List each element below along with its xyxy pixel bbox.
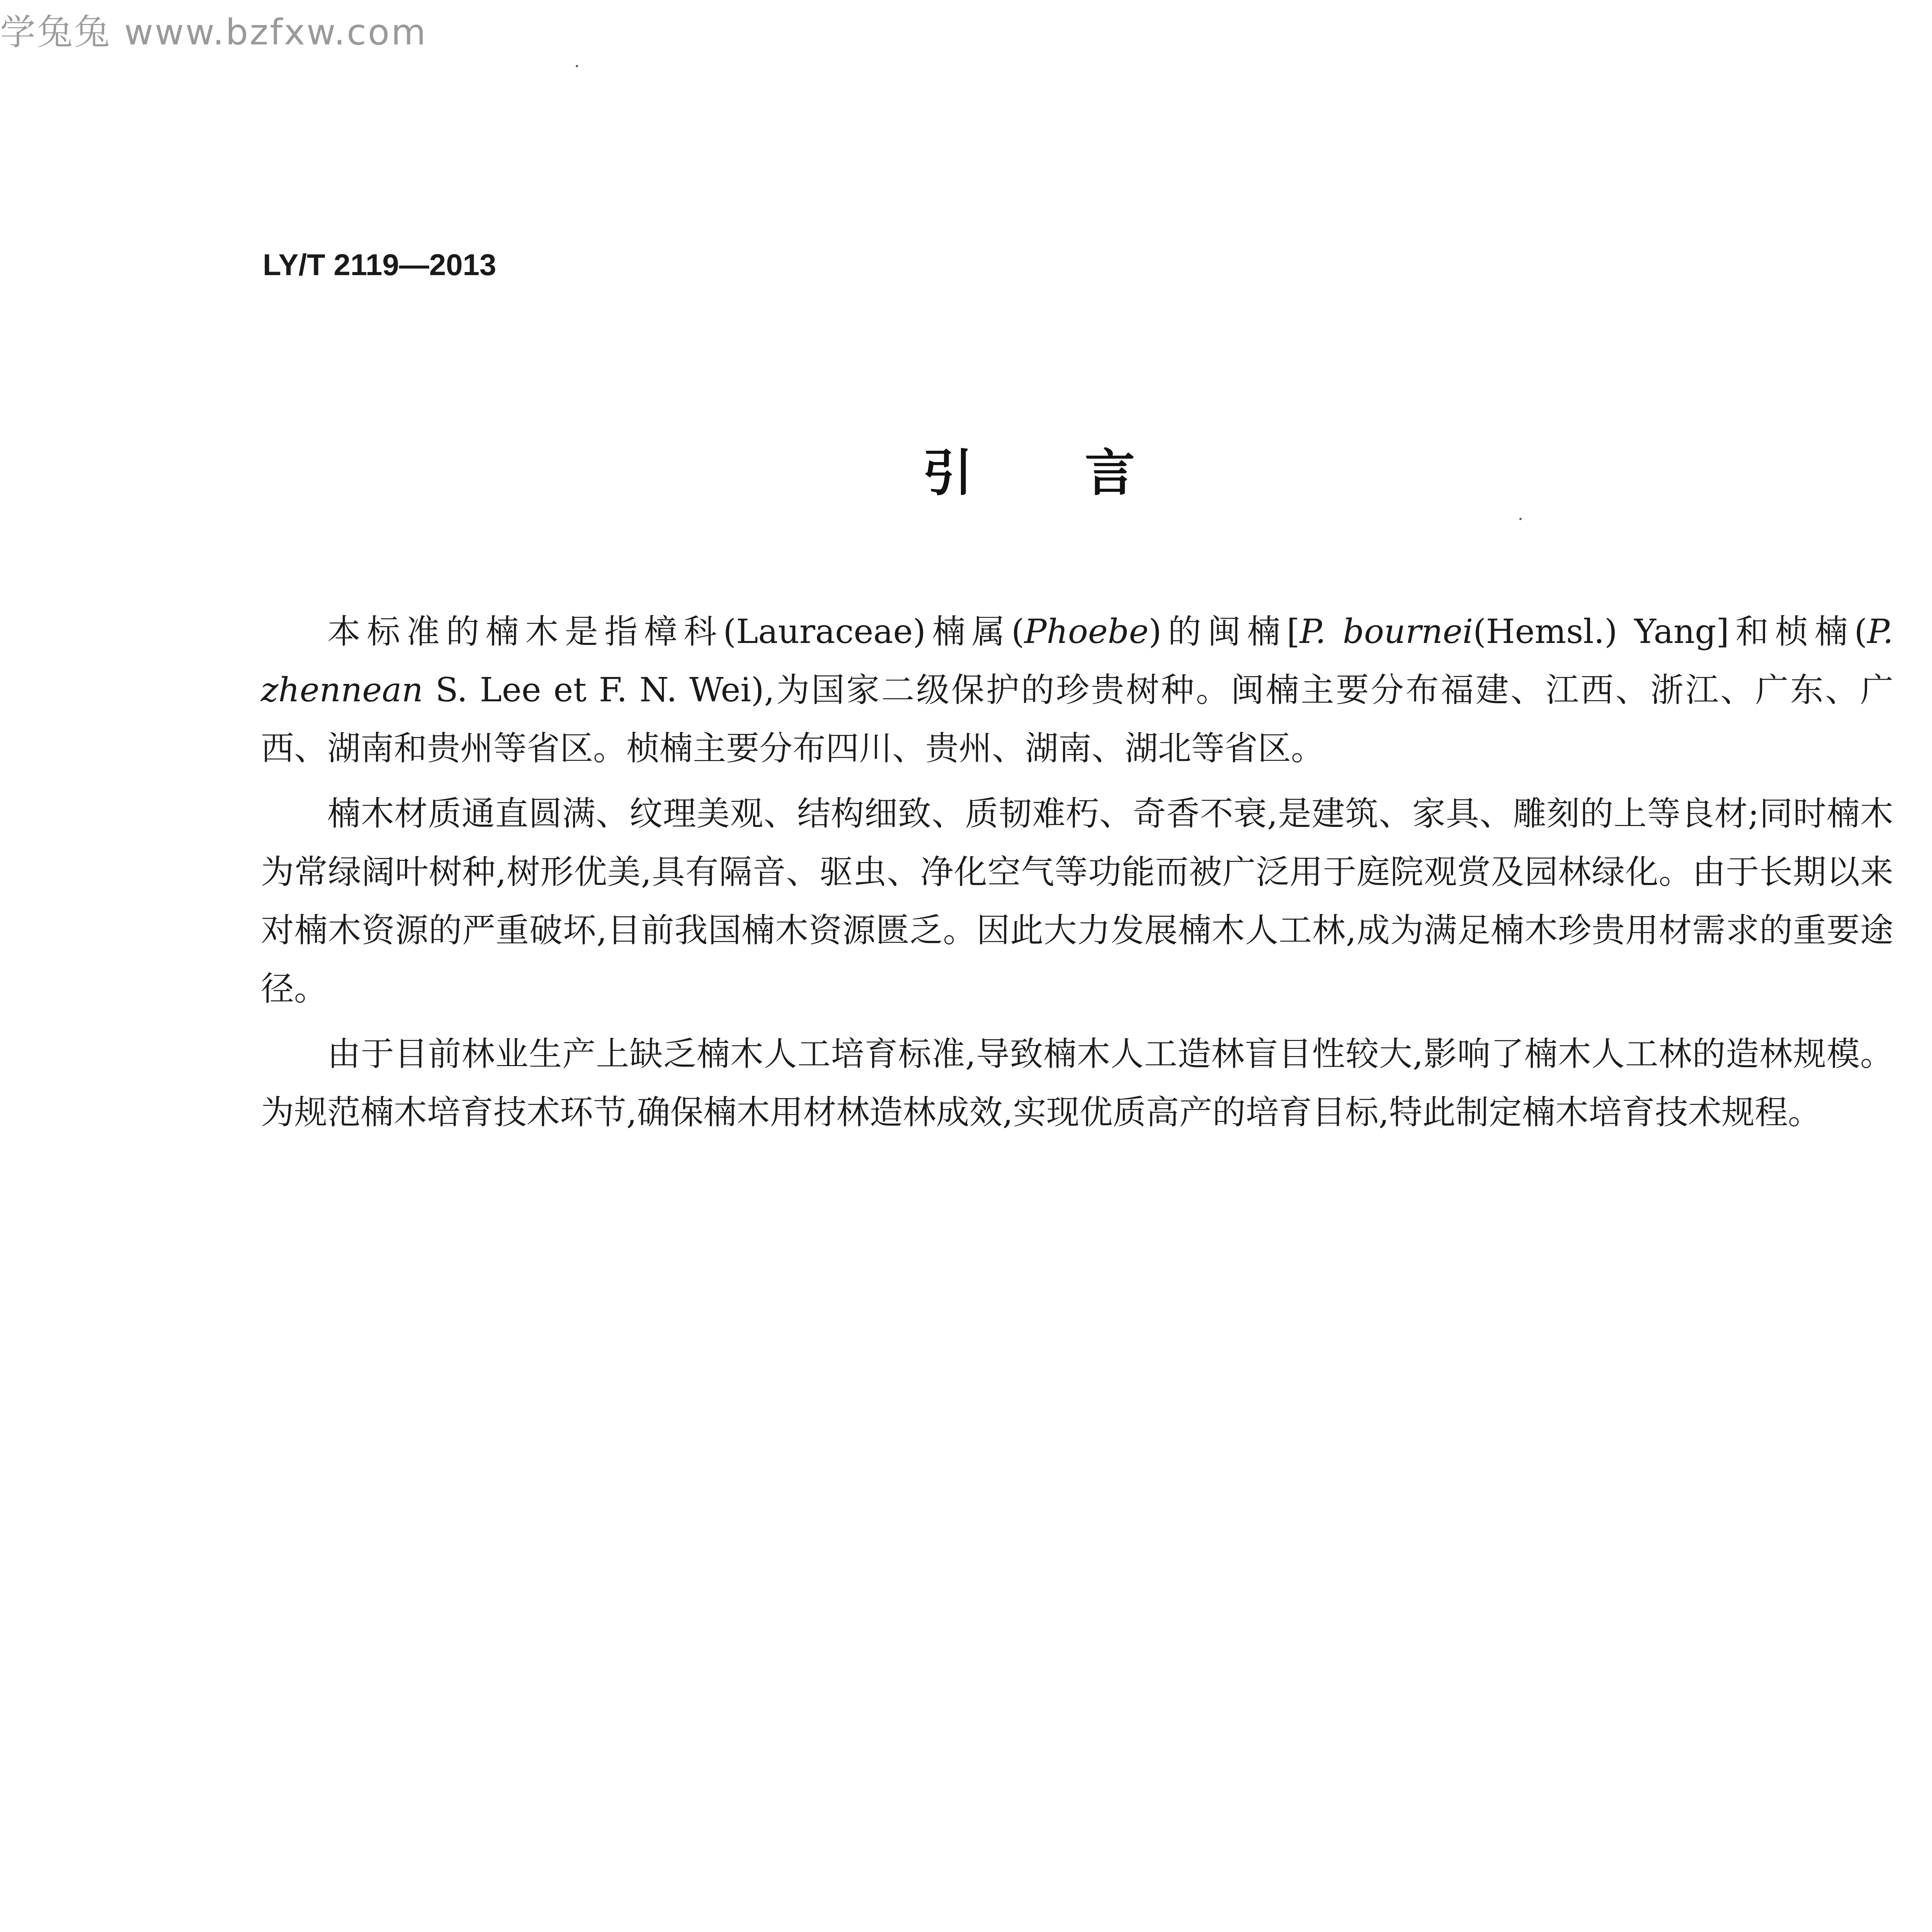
text-segment: S. Lee et F. N. Wei),为国家二级保护的珍贵树种。闽楠主要分布福建、江西、浙江、广东、广西、湖南和贵州等省区。桢楠主要分布四川、贵州、湖南、湖北等省区。 (261, 671, 1893, 768)
scan-speck (1519, 518, 1522, 520)
introduction-body (261, 603, 1893, 1149)
text-segment: (Hemsl.) Yang]和桢楠( (1473, 612, 1867, 651)
italic-term: Phoebe (1024, 612, 1149, 651)
text-segment: 由于目前林业生产上缺乏楠木人工培育标准,导致楠木人工造林盲目性较大,影响了楠木人工林的造林规模。为规范楠木培育技术环节,确保楠木用材林造林成效,实现优质高产的培育目标,特此制定楠木培育技术规程。 (261, 1035, 1893, 1132)
paragraph (261, 1025, 1893, 1142)
paragraph (261, 603, 1893, 778)
italic-term: P. bournei (1299, 612, 1473, 651)
text-segment: )的闽楠[ (1148, 612, 1300, 651)
standard-code: LY/T 2119—2013 (263, 248, 497, 282)
site-watermark: 学兔兔 www.bzfxw.com (0, 12, 427, 53)
page-title: 引言 (922, 444, 1247, 502)
paragraph (261, 785, 1893, 1018)
text-segment: 本标准的楠木是指樟科(Lauraceae)楠属( (327, 612, 1024, 651)
italic-term: P. zhennean (261, 612, 1893, 709)
scan-speck (576, 65, 578, 67)
text-segment: 楠木材质通直圆满、纹理美观、结构细致、质韧难朽、奇香不衰,是建筑、家具、雕刻的上等良材;同时楠木为常绿阔叶树种,树形优美,具有隔音、驱虫、净化空气等功能而被广泛用于庭院观赏及园林绿化。由于长期以来对楠木资源的严重破坏,目前我国楠木资源匮乏。因此大力发展楠木人工林,成为满足楠木珍贵用材需求的重要途径。 (261, 794, 1893, 1008)
